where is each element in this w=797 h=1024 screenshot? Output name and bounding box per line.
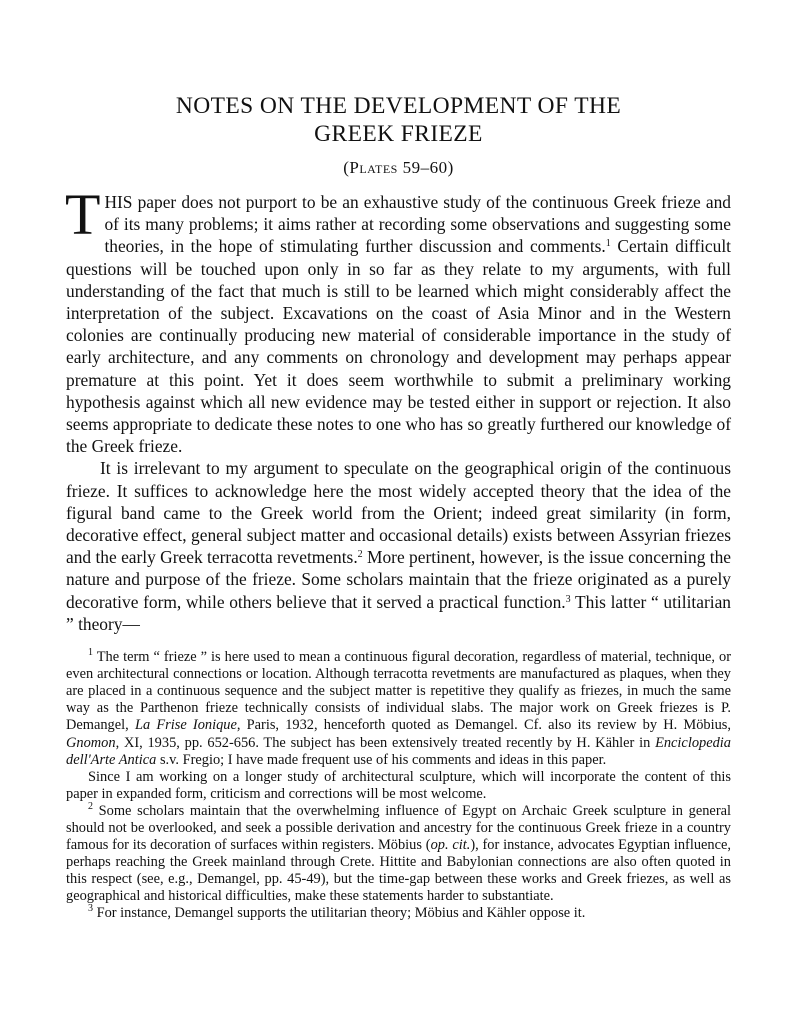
citation-title: La Frise Ionique [134, 717, 237, 734]
footnote-number: 1 [88, 647, 93, 659]
article-body [65, 182, 732, 635]
plates-range: 59–60) [397, 158, 454, 177]
footnote-1: $^1$ The term “ frieze ” is here used to mean a continuous figural decoration, regardless of material, technique, or even architectural connections or location. Although terracotta revetments are manufactured as plaques, when they are placed in a continuous sequence and the subject matter is repetitive they qualify as friezes, in much the same way as the Parthenon frieze technically consists of individual slabs. The major work on Greek friezes is P. Demangel, La Frise Ionique, Paris, 1932, henceforth quoted as Demangel. Cf. also its review by H. Möbius, Gnomon, XI, 1935, pp. 652-656. The subject has been extensively treated recently by H. Kähler in Enciclopedia dell'Arte Antica s.v. Fregio; I have made frequent use of his comments and ideas in this paper. [66, 647, 731, 768]
citation-abbrev: op. cit. [430, 837, 471, 854]
footnote-ref-2[interactable]: 2 [357, 549, 363, 561]
citation-title: Gnomon [66, 734, 116, 751]
title-line-1: NOTES ON THE DEVELOPMENT OF THE [175, 93, 622, 119]
footnote-2: $^2$ Some scholars maintain that the overwhelming influence of Egypt on Archaic Greek sculpture in general should not be overlooked, and seek a possible derivation and ancestry for the continuous Greek frieze in a country famous for its decoration of surfaces within registers. Möbius (op. cit.), for instance, advocates Egyptian influence, perhaps reaching the Greek mainland through Crete. Hittite and Babylonian connections are also often quoted in this respect (see, e.g., Demangel, pp. 45-49), but the time-gap between these works and Greek friezes, as well as geographical and historical difficulties, make these statements harder to substantiate. [66, 800, 731, 905]
drop-cap: T [65, 182, 101, 247]
plates-reference: (Plates 59–60) [343, 158, 454, 177]
title-line-2: GREEK FRIEZE [314, 121, 483, 147]
citation-title: Enciclopedia dell'Arte Antica [66, 734, 731, 768]
footnote-number: 3 [88, 903, 93, 915]
footnotes-section [66, 649, 731, 923]
article-page [66, 92, 731, 923]
footnote-3: $^3$ For instance, Demangel supports the utilitarian theory; Möbius and Kähler oppose it. [88, 903, 586, 922]
footnote-number: 2 [88, 800, 93, 812]
plates-word: Plates [349, 158, 398, 177]
footnote-ref-1[interactable]: 1 [605, 238, 611, 250]
body-paragraph-1: THIS paper does not purport to be an exhaustive study of the continuous Greek frieze and of its many problems; it aims rather at recording some observations and suggesting some theories, in the hope of stimulating further discussion and comments.$^1$ Certain difficult questions will be touched upon only in so far as they relate to my arguments, with full understanding of the fact that much is still to be learned which might considerably affect the interpretation of the subject. Excavations on the coast of Asia Minor and in the Western colonies are continually producing new material of considerable importance in the study of early architecture, and any comments on chronology and development may perhaps appear premature at this point. Yet it does seem worthwhile to submit a preliminary working hypothesis against which all new evidence may be tested either in support or rejection. It also seems appropriate to dedicate these notes to one who has so greatly furthered our knowledge of the Greek frieze. [65, 182, 731, 457]
article-title [66, 92, 731, 148]
body-paragraph-2: It is irrelevant to my argument to speculate on the geographical origin of the continuous frieze. It suffices to acknowledge here the most widely accepted theory that the idea of the figural band came to the Greek world from the Orient; indeed great similarity (in form, decorative effect, general subject matter and occasional details) exists between Assyrian friezes and the early Greek terracotta revetments.$^2$ More pertinent, however, is the issue concerning the nature and purpose of the frieze. Some scholars maintain that the frieze originated as a purely decorative form, while others believe that it served a practical function.$^3$ This latter “ utilitarian ” theory— [66, 458, 732, 634]
footnote-1-continued: Since I am working on a longer study of architectural sculpture, which will incorporate the content of this paper in expanded form, criticism and corrections will be most welcome. [66, 768, 731, 802]
footnote-ref-3[interactable]: 3 [565, 593, 571, 605]
